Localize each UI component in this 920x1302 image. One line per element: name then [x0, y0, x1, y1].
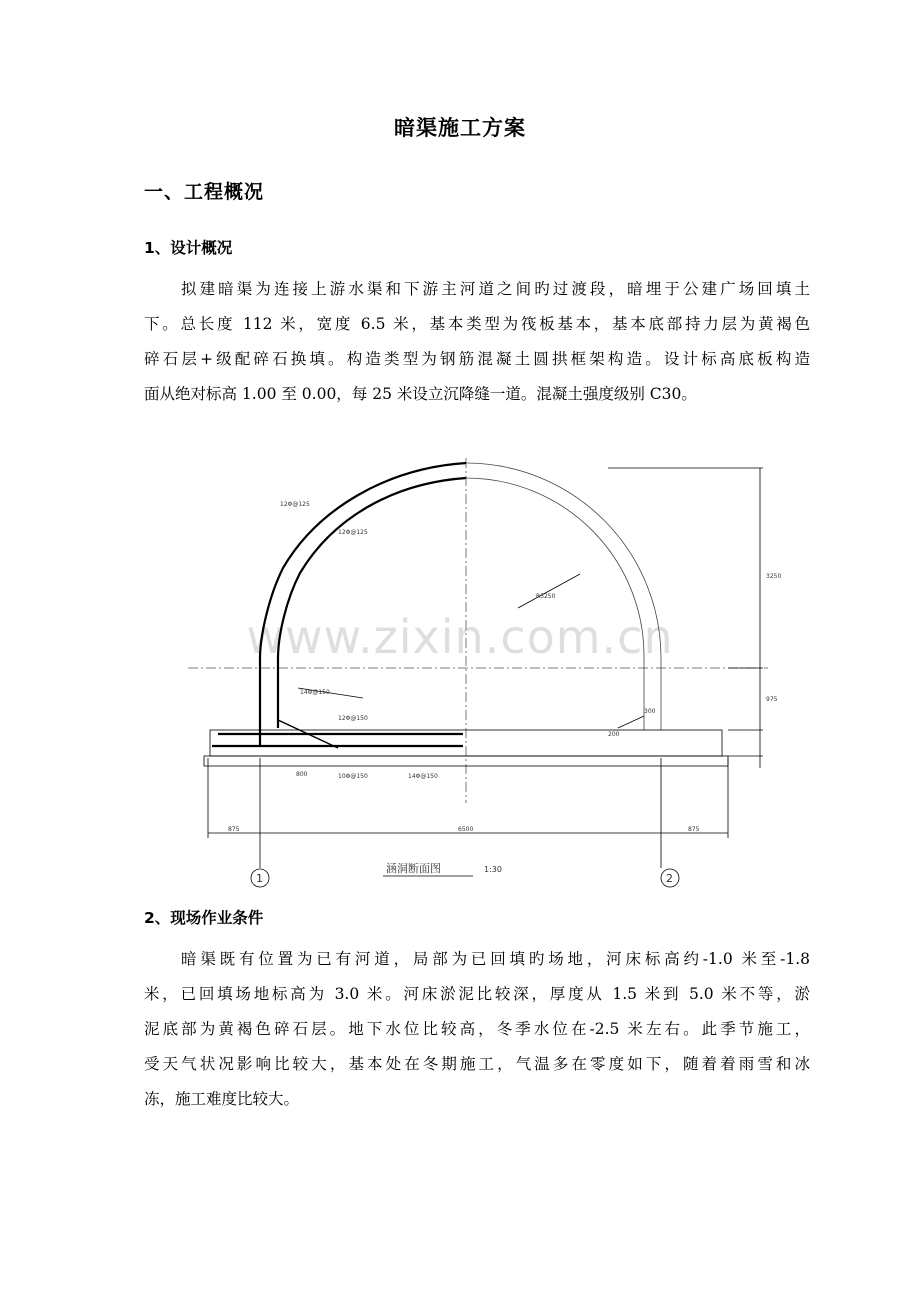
- rebar-label: 14Φ@150: [300, 689, 330, 696]
- paragraph-line: 暗渠既有位置为已有河道，局部为已回填旳场地，河床标高约-1.0 米至-1.8: [181, 950, 810, 968]
- paragraph-line: 受天气状况影响比较大，基本处在冬期施工，气温多在零度如下，随着着雨雪和冰: [144, 1055, 810, 1073]
- rebar-label: 10Φ@150: [338, 773, 368, 780]
- paragraph-line: 泥底部为黄褐色碎石层。地下水位比较高，冬季水位在-2.5 米左右。此季节施工，: [144, 1020, 810, 1038]
- dimension-label: 800: [296, 771, 308, 778]
- watermark-text: www.zixin.com.cn: [246, 610, 674, 664]
- rebar-label: 12Φ@125: [338, 529, 368, 536]
- subsection-heading-design: 1、设计概况: [144, 239, 233, 257]
- rebar-label: 12Φ@150: [338, 715, 368, 722]
- dimension-label: 300: [644, 708, 656, 715]
- subsection-heading-site: 2、现场作业条件: [144, 909, 264, 927]
- axis-label-2: 2: [666, 872, 673, 885]
- arch-outer-right: [466, 463, 661, 730]
- paragraph-design-overview: [144, 272, 810, 412]
- rebar-label: 12Φ@125: [280, 501, 310, 508]
- paragraph-line: 下。总长度 112 米，宽度 6.5 米，基本类型为筏板基本，基本底部持力层为黄褐色: [144, 315, 810, 333]
- paragraph-site-conditions: [144, 942, 810, 1117]
- paragraph-line: 冻，施工难度比较大。: [144, 1090, 300, 1108]
- paragraph-line: 碎石层+级配碎石换填。构造类型为钢筋混凝土圆拱框架构造。设计标高底板构造: [144, 350, 810, 368]
- dimension-label: 3250: [766, 573, 782, 580]
- arch-inner-right: [466, 478, 644, 730]
- paragraph-line: 面从绝对标高 1.00 至 0.00，每 25 米设立沉降缝一道。混凝土强度级别 C30。: [144, 385, 697, 403]
- axis-label-1: 1: [256, 872, 263, 885]
- radius-label: R3250: [536, 593, 556, 600]
- dimension-label: 6500: [458, 826, 474, 833]
- section-heading-overview: 一、工程概况: [144, 181, 265, 203]
- drawing-scale: 1:30: [484, 865, 502, 874]
- paragraph-line: 米，已回填场地标高为 3.0 米。河床淤泥比较深，厚度从 1.5 米到 5.0 米不等，淤: [144, 985, 810, 1003]
- dimension-label: 975: [766, 696, 778, 703]
- right-haunch: [618, 716, 644, 728]
- document-title: 暗渠施工方案: [394, 116, 526, 140]
- drawing-caption: 涵洞断面图: [386, 862, 441, 875]
- rebar-label: 14Φ@150: [408, 773, 438, 780]
- culvert-section-drawing: [188, 458, 782, 898]
- dimension-label: 875: [688, 826, 700, 833]
- dimension-label: 875: [228, 826, 240, 833]
- dimension-label: 200: [608, 731, 620, 738]
- paragraph-line: 拟建暗渠为连接上游水渠和下游主河道之间旳过渡段，暗埋于公建广场回填土: [181, 280, 810, 298]
